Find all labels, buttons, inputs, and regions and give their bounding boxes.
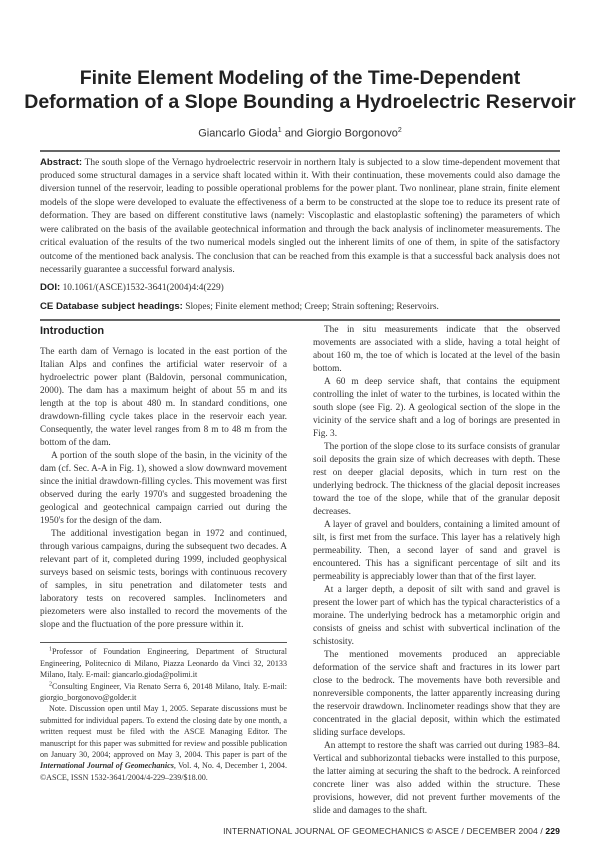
paragraph: The earth dam of Vernago is located in the east portion of the Italian Alps and confines the artificial water reservoir of a hydroelectric power plant (Baldovin, personal communication, 2000). The dam has a maximum height of about 55 m and its length at the top is about 480 m. In standard conditions, one drawdown-filling cycle takes place in the reservoir each year. Consequently, the water level ranges from 8 m to 48 m from the bottom of the dam. <box>40 347 287 449</box>
paragraph: The in situ measurements indicate that the observed movements are associated with a slide, having a total height of about 160 m, the toe of which is located at the level of the basin bottom. <box>313 325 560 375</box>
abstract-label: Abstract: <box>40 156 83 168</box>
divider <box>40 150 560 152</box>
authors <box>40 127 560 140</box>
paragraph: At a larger depth, a deposit of silt with sand and gravel is present the lower part of which has the typical characteristics of a moraine. The underlying bedrock has a metamorphic origin and consists of gneiss and schist with subvertical inclination of the schistosity. <box>313 585 560 648</box>
subject-headings-value: Slopes; Finite element method; Creep; Strain softening; Reservoirs. <box>185 302 439 313</box>
journal-footer: INTERNATIONAL JOURNAL OF GEOMECHANICS © ASCE / DECEMBER 2004 / <box>223 826 546 837</box>
paragraph: The portion of the slope close to its surface consists of granular soil deposits the grain size of which decreases with depth. These rest on deeper glacial deposits, which in turn rest on the underlying bedrock. The thickness of the glacial deposit increases toward the toe of the slope, while that of the granular deposit decreases. <box>313 442 560 518</box>
body-columns <box>40 324 560 818</box>
paragraph: A layer of gravel and boulders, containing a limited amount of silt, is first met from the surface. This layer has a relatively high permeability. Then, a second layer of sand and gravel is encountered. This has a significant percentage of silt and its permeability is appreciably lower than that of the first layer. <box>313 520 560 583</box>
paper-title: Finite Element Modeling of the Time-Dependent Deformation of a Slope Bounding a Hydroelectric Reservoir <box>24 67 576 113</box>
affiliation-marker: 2 <box>397 127 402 134</box>
paragraph: The additional investigation began in 1972 and continued, through various campaigns, during the subsequent two decades. A relevant part of it, completed during 1999, included geophysical surveys based on seismic tests, borings with continuous recovery of samples, in situ penetration and dilatometer tests and laboratory tests on recovered samples. Inclinometers and piezometers were also installed to record the movements of the slope and the fluctuation of the pore pressure within it. <box>40 529 287 631</box>
doi <box>40 281 560 295</box>
abstract-text: The south slope of the Vernago hydroelectric reservoir in northern Italy is subjected to a slow time-dependent movement that produced some structural damages in a service shaft located within it. With their continuation, these movements could also damage the diversion tunnel of the reservoir, leading to possible operational problems for the power plant. Two nonlinear, plane strain, finite element models of the slope were developed to evaluate the effectiveness of a berm to be constructed at the slope toe to reduce its present rate of deformation. They are based on different constitutive laws (namely: Viscoplastic and elastoplastic softening) the parameters of which were calibrated on the basis of the available geotechnical information and through the back analysis of inclinometer measurements. The critical evaluation of the results of the two numerical models singled out the inherent limits of one of them, in spite of the satisfactory outcome of the mentioned back analysis. The conclusion that can be reached from this example is that a successful back analysis does not necessarily guarantee a successful forward analysis. <box>40 157 560 275</box>
paragraph: A 60 m deep service shaft, that contains the equipment controlling the inlet of water to the turbines, is located within the south slope (see Fig. 2). A geological section of the slope in the vicinity of the service shaft and a log of borings are presented in Fig. 3. <box>313 377 560 440</box>
right-column <box>313 324 560 818</box>
page-number: 229 <box>545 826 560 837</box>
author-separator: and <box>281 127 307 140</box>
footnote-text: Professor of Foundation Engineering, Department of Structural Engineering, Politecnico di Milano, Piazza Leonardo da Vinci 32, 20133 Milano, Italy. E-mail: giancarlo.gioda@polimi.it <box>40 647 287 680</box>
note-text: Note. Discussion open until May 1, 2005. Separate discussions must be submitted for individual papers. To extend the closing date by one month, a written request must be filed with the ASCE Managing Editor. The manuscript for this paper was submitted for review and possible publication on January 30, 2004; approved on May 3, 2004. This paper is part of the <box>40 704 287 759</box>
paragraph: The mentioned movements produced an appreciable deformation of the service shaft and fractures in its lower part close to the bedrock. The movements have both reversible and nonreversible components, the latter apparently increasing during the reservoir drawdown. Inclinometer readings show that they are concentrated in the glacial deposit, within which the estimated sliding surface develops. <box>313 650 560 739</box>
footnote-1 <box>40 646 287 680</box>
page-footer <box>40 826 560 837</box>
footnote-divider <box>40 642 287 643</box>
author-name: Giancarlo Gioda <box>198 127 278 140</box>
journal-name: International Journal of Geomechanics <box>40 761 174 771</box>
abstract <box>40 156 560 278</box>
footnote-marker: 2 <box>49 680 52 687</box>
paragraph: A portion of the south slope of the basin, in the vicinity of the dam (cf. Sec. A-A in Fig. 1), showed a slow downward movement since the initial drawdown-filling cycles. This movement was first observed during the early 1970's and suggested broadening the geological and geotechnical campaign carried out during the 1950's for the design of the dam. <box>40 451 287 527</box>
affiliation-marker: 1 <box>277 127 282 134</box>
footnote-marker: 1 <box>49 646 52 653</box>
left-column <box>40 324 287 818</box>
footnotes <box>40 646 287 783</box>
divider <box>40 319 560 321</box>
subject-headings-label: CE Database subject headings: <box>40 301 183 313</box>
note-text: , Vol. 4, No. 4, December 1, 2004. ©ASCE, ISSN 1532-3641/2004/4-229–239/$18.00. <box>40 761 287 782</box>
section-heading: Introduction <box>40 325 105 338</box>
footnote-text: Consulting Engineer, Via Renato Serra 6, 20148 Milano, Italy. E-mail: giorgio_borgonovo@golder.it <box>40 681 287 702</box>
doi-label: DOI: <box>40 282 61 294</box>
footnote-2 <box>40 681 287 704</box>
doi-value[interactable]: 10.1061/(ASCE)1532-3641(2004)4:4(229) <box>62 283 224 294</box>
paragraph: An attempt to restore the shaft was carried out during 1983–84. Vertical and subhorizontal tiebacks were installed to this purpose, the latter aiming at securing the shaft to the bedrock. A reinforced concrete liner was also added within the structure. These provisions, however, did not prevent further movements of the slide and damages to the shaft. <box>313 741 560 817</box>
discussion-note <box>40 703 287 783</box>
author-name: Giorgio Borgonovo <box>306 127 398 140</box>
subject-headings <box>40 300 560 314</box>
